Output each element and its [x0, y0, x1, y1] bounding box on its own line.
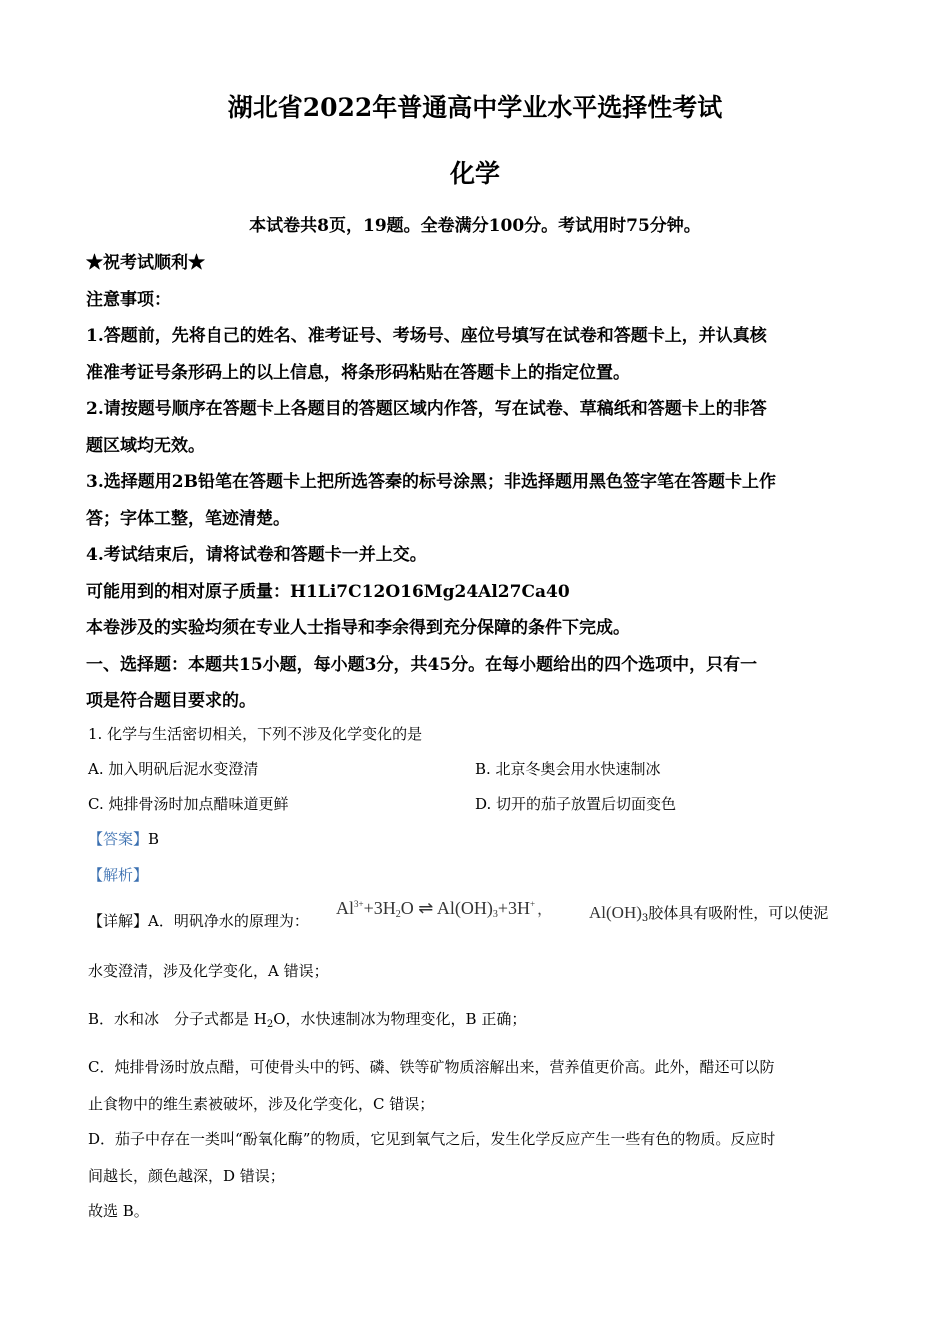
note-3-line-1: 3.选择题用2B铅笔在答题卡上把所选答秦的标号涂黑；非选择题用黑色签字笔在答题卡上作 — [86, 472, 776, 492]
detail-c-line-2: 止食物中的维生素被破坏，涉及化学变化，C 错误； — [88, 1095, 435, 1113]
answer-tag: 【答案】 — [88, 830, 149, 848]
note-2-line-1: 2.请按题号顺序在答题卡上各题目的答题区域内作答，写在试卷、草稿纸和答题卡上的非答 — [86, 399, 767, 419]
question-1-stem: 1. 化学与生活密切相关，下列不涉及化学变化的是 — [88, 725, 423, 743]
option-c: C. 炖排骨汤时加点醋味道更鲜 — [88, 795, 289, 813]
note-1-line-2: 准准考证号条形码上的以上信息，将条形码粘贴在答题卡上的指定位置。 — [86, 363, 630, 383]
option-b: B. 北京冬奥会用水快速制冰 — [475, 760, 661, 778]
section-heading-line-1: 一、选择题：本题共15小题，每小题3分，共45分。在每小题给出的四个选项中，只有一 — [86, 655, 758, 675]
detail-a-line-2: 水变澄清，涉及化学变化，A 错误； — [88, 962, 329, 980]
exam-summary: 本试卷共8页，19题。全卷满分100分。考试用时75分钟。 — [249, 216, 701, 236]
subject-title: 化学 — [449, 159, 500, 188]
safety-note: 本卷涉及的实验均须在专业人士指导和李余得到充分保障的条件下完成。 — [86, 618, 630, 638]
detail-a-text: A．明矾净水的原理为： — [148, 912, 309, 930]
equilibrium-arrow: ⇌ — [418, 898, 434, 918]
exam-title: 湖北省2022年普通高中学业水平选择性考试 — [227, 93, 723, 122]
alum-equation: $Al^{3+}+3H_2O$ ⇌ $Al(OH)_3+3H^+$ ， — [336, 898, 553, 920]
analysis-tag: 【解析】 — [88, 866, 149, 884]
detail-a-line-1-cont: $Al(OH)_3$胶体具有吸附性，可以使泥 — [589, 903, 829, 924]
option-d: D. 切开的茄子放置后切面变色 — [475, 795, 677, 813]
atomic-masses: 可能用到的相对原子质量：H1Li7C12O16Mg24Al27Ca40 — [86, 582, 570, 602]
wish-line: ★祝考试顺利★ — [86, 253, 205, 273]
option-a: A. 加入明矾后泥水变澄清 — [88, 760, 259, 778]
detail-tag: 【详解】 — [88, 912, 149, 930]
note-2-line-2: 题区域均无效。 — [86, 436, 205, 456]
detail-d-line-2: 间越长，颜色越深，D 错误； — [88, 1167, 285, 1185]
note-4: 4.考试结束后，请将试卷和答题卡一并上交。 — [86, 545, 427, 565]
answer-line — [88, 828, 159, 849]
note-3-line-2: 答；字体工整，笔迹清楚。 — [86, 509, 290, 529]
note-1-line-1: 1.答题前，先将自己的姓名、准考证号、考场号、座位号填写在试卷和答题卡上，并认真核 — [86, 326, 767, 346]
detail-a-line-1 — [88, 910, 309, 931]
section-heading-line-2: 项是符合题目要求的。 — [86, 691, 256, 711]
detail-d-line-1: D．茄子中存在一类叫“酚氧化酶”的物质，它见到氧气之后，发生化学反应产生一些有色的物质。反应时 — [88, 1130, 776, 1148]
notes-heading: 注意事项： — [86, 290, 171, 310]
detail-c-line-1: C．炖排骨汤时放点醋，可使骨头中的钙、磷、铁等矿物质溶解出来，营养值更价高。此外，醋还可以防 — [88, 1058, 775, 1076]
conclusion: 故选 B。 — [88, 1202, 149, 1220]
answer-value: B — [148, 830, 160, 848]
detail-b: B．水和冰 分子式都是 $H_2O$，水快速制冰为物理变化，B 正确； — [88, 1010, 527, 1030]
